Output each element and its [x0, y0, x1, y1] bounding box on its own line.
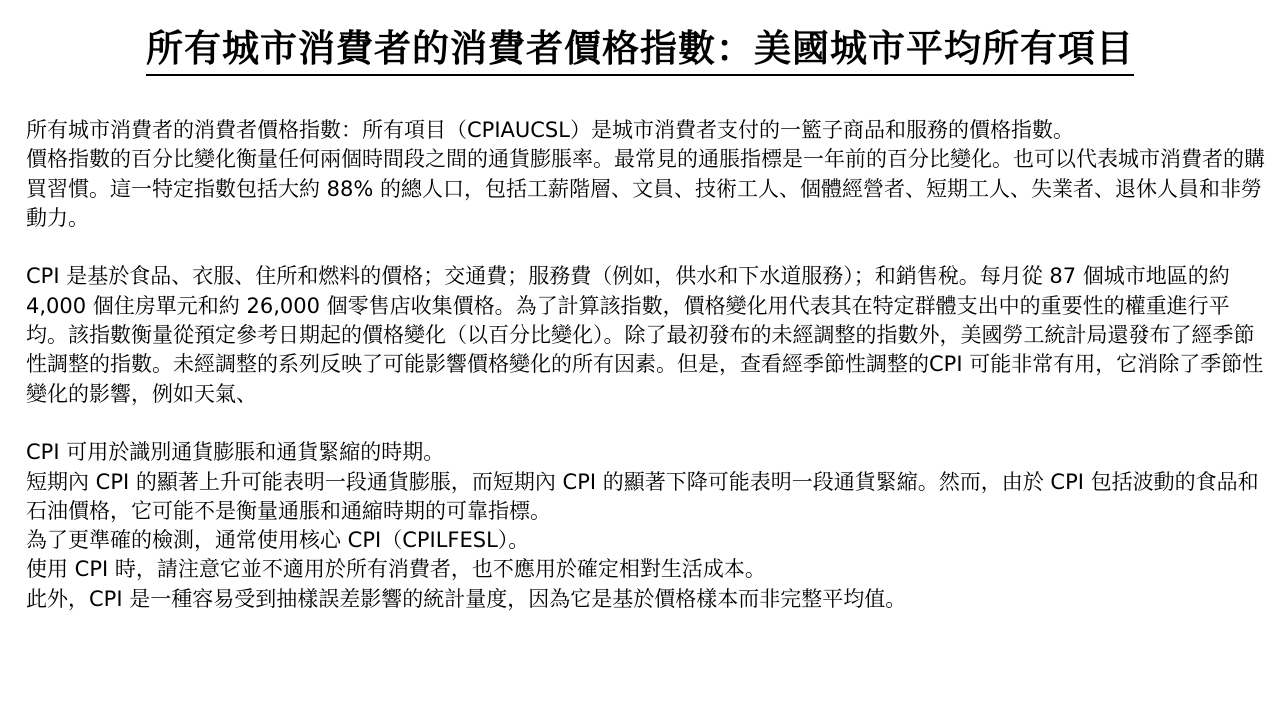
body-text [26, 116, 1266, 614]
paragraph-sampling-error: 此外，CPI 是一種容易受到抽樣誤差影響的統計量度，因為它是基於價格樣本而非完整平均值。 [26, 586, 907, 611]
title-container [0, 26, 1280, 76]
paragraph-spacer [26, 409, 1266, 438]
paragraph-definition: 所有城市消費者的消費者價格指數：所有項目（CPIAUCSL）是城市消費者支付的一籃子商品和服務的價格指數。 [26, 118, 1074, 142]
paragraph-core-cpi: 為了更準確的檢測，通常使用核心 CPI（CPILFESL）。 [26, 528, 530, 553]
paragraph-methodology: CPI 是基於食品、衣服、住所和燃料的價格；交通費；服務費（例如，供水和下水道服務）；和銷售稅。每月從 87 個城市地區的約 4,000 個住房單元和約 26,000 個零售店收集價格。為了計算該指數，價格變化用代表其在特定群體支出中的重要性的權重進行平均。該指數衡量從預定參考日期起的價格變化（以百分比變化）。除了最初發布的未經調整的指數外，美國勞工統計局還發布了經季節性調整的指數。未經調整的系列反映了可能影響價格變化的所有因素。但是，查看經季節性調整的CPI 可能非常有用，它消除了季節性變化的影響，例如天氣、 [26, 264, 1264, 406]
paragraph-inflation-deflation: 短期內 CPI 的顯著上升可能表明一段通貨膨脹，而短期內 CPI 的顯著下降可能表明一段通貨緊縮。然而，由於 CPI 包括波動的食品和石油價格，它可能不是衡量通脹和通縮時期的可靠指標。 [26, 469, 1259, 523]
paragraph-usage: CPI 可用於識別通貨膨脹和通貨緊縮的時期。 [26, 440, 445, 465]
paragraph-caveat: 使用 CPI 時，請注意它並不適用於所有消費者，也不應用於確定相對生活成本。 [26, 557, 766, 582]
page-title: 所有城市消費者的消費者價格指數：美國城市平均所有項目 [146, 26, 1134, 76]
paragraph-percent-change: 價格指數的百分比變化衡量任何兩個時間段之間的通貨膨脹率。最常見的通脹指標是一年前的百分比變化。也可以代表城市消費者的購買習慣。這一特定指數包括大約 88% 的總人口，包括工薪階層、文員、技術工人、個體經營者、短期工人、失業者、退休人員和非勞動力。 [26, 147, 1265, 230]
paragraph-spacer [26, 233, 1266, 262]
